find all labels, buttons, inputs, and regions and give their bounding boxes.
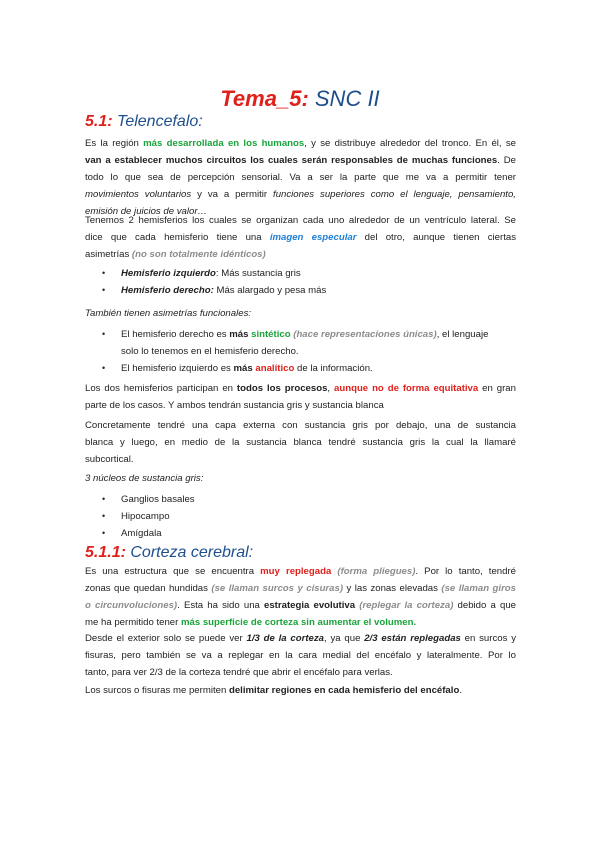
list-item: • El hemisferio izquierdo es más analítico de la información.	[102, 360, 516, 377]
text-line: o circunvoluciones). Esta ha sido una estrategia evolutiva (replegar la corteza) debido a que	[85, 600, 516, 611]
bullet-icon: •	[102, 511, 106, 521]
section-name: Corteza cerebral:	[125, 544, 254, 561]
text-line: van a establecer muchos circuitos los cuales serán responsables de muchas funciones. De	[85, 155, 516, 166]
text-line: Los surcos o fisuras me permiten delimitar regiones en cada hemisferio del encéfalo.	[85, 685, 462, 696]
text-line: movimientos voluntarios y va a permitir funciones superiores como el lenguaje, pensamiento,	[85, 189, 516, 200]
text-line: dice que cada hemisferio tiene una imagen especular del otro, aunque tienen ciertas	[85, 232, 516, 243]
text-line: Es la región más desarrollada en los humanos, y se distribuye alrededor del tronco. En él, se	[85, 138, 516, 149]
text-line: Tenemos 2 hemisferios los cuales se organizan cada uno alrededor de un ventrículo lateral. Se	[85, 215, 516, 226]
text-line: tanto, para ver 2/3 de la corteza tendré que abrir el encéfalo para verlas.	[85, 667, 393, 678]
section-name: Telencefalo:	[112, 113, 203, 130]
bullet-icon: •	[102, 363, 106, 373]
list-item: • Hemisferio izquierdo: Más sustancia gris	[102, 265, 516, 282]
text-line: Los dos hemisferios participan en todos los procesos, aunque no de forma equitativa en gran	[85, 383, 516, 394]
paragraph-capas	[85, 417, 516, 468]
asymmetry-label: También tienen asimetrías funcionales:	[85, 308, 252, 319]
nucleos-label: 3 núcleos de sustancia gris:	[85, 473, 204, 484]
text-line: me ha permitido tener más superficie de corteza sin aumentar el volumen.	[85, 617, 417, 628]
text-line: parte de los casos. Y ambos tendrán sustancia gris y sustancia blanca	[85, 400, 384, 411]
list-item: • Ganglios basales	[102, 491, 516, 508]
title-name: SNC II	[308, 86, 380, 111]
paragraph-procesos	[85, 380, 516, 414]
text-line: fisuras, pero también se va a replegar en la cara medial del encéfalo y lateralmente. Por lo	[85, 650, 516, 661]
list-item: • El hemisferio derecho es más sintético (hace representaciones únicas), el lenguaje	[102, 326, 516, 343]
section-heading-telencefalo	[85, 113, 203, 131]
list-item: • Hemisferio derecho: Más alargado y pesa más	[102, 282, 516, 299]
paragraph-surcos	[85, 682, 516, 699]
paragraph-intro	[85, 135, 516, 220]
text-line: todo lo que sea de percepción sensorial. Va a ser la parte que me va a permitir tener	[85, 172, 516, 183]
text-line: blanca y luego, en medio de la sustancia blanca tendré sustancia gris la cual la llamaré	[85, 437, 516, 448]
list-item: • Hipocampo	[102, 508, 516, 525]
text-line: Desde el exterior solo se puede ver 1/3 de la corteza, ya que 2/3 están replegadas en surcos y	[85, 633, 516, 644]
page-title	[0, 86, 600, 112]
list-item-continuation: solo lo tenemos en el hemisferio derecho.	[121, 346, 299, 357]
text-line: subcortical.	[85, 454, 134, 465]
bullet-list-nucleos	[102, 491, 516, 542]
bullet-list-asimetrias	[102, 326, 516, 377]
bullet-icon: •	[102, 528, 106, 538]
bullet-icon: •	[102, 268, 106, 278]
section-number: 5.1:	[85, 113, 113, 130]
text-line: zonas que quedan hundidas (se llaman surcos y cisuras) y las zonas elevadas (se llaman giros	[85, 583, 516, 594]
section-number: 5.1.1:	[85, 544, 126, 561]
title-prefix: Tema_5:	[220, 86, 309, 111]
section-heading-corteza	[85, 544, 253, 562]
paragraph-exterior	[85, 630, 516, 681]
bullet-icon: •	[102, 285, 106, 295]
text-line: emisión de juicios de valor…	[85, 206, 208, 217]
bullet-icon: •	[102, 494, 106, 504]
list-item: • Amígdala	[102, 525, 516, 542]
text-line: Es una estructura que se encuentra muy replegada (forma pliegues). Por lo tanto, tendré	[85, 566, 516, 577]
text-line: asimetrías (no son totalmente idénticos)	[85, 249, 266, 260]
bullet-list-hemisferios	[102, 265, 516, 299]
text-line: Concretamente tendré una capa externa con sustancia gris por debajo, una de sustancia	[85, 420, 516, 431]
paragraph-hemisferios	[85, 212, 516, 263]
bullet-icon: •	[102, 329, 106, 339]
paragraph-corteza	[85, 563, 516, 631]
